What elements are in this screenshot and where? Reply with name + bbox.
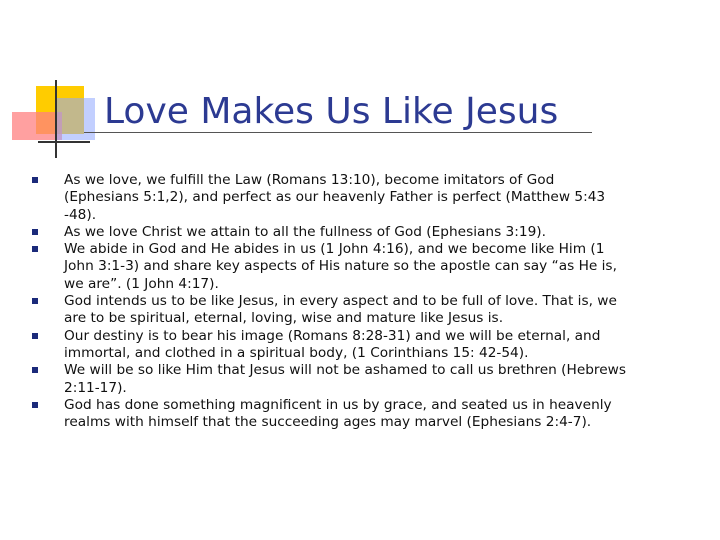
slide-title: Love Makes Us Like Jesus <box>104 91 559 132</box>
square-bullet-icon <box>32 298 38 304</box>
bullet-item <box>32 224 632 241</box>
bullet-text: As we love, we fulfill the Law (Romans 13:10), become imitators of God (Ephesians 5:1,2), and perfect as our heavenly Father is perfect (Matthew 5:43 -48). <box>64 172 606 223</box>
bullet-item <box>32 172 632 224</box>
vertical-rule <box>55 80 57 158</box>
square-bullet-icon <box>32 246 38 252</box>
bullet-text: God intends us to be like Jesus, in every aspect and to be full of love. That is, we are to be spiritual, eternal, loving, wise and mature like Jesus is. <box>64 293 617 327</box>
square-bullet-icon <box>32 177 38 183</box>
bullet-text: We will be so like Him that Jesus will not be ashamed to call us brethren (Hebrews 2:11-17). <box>64 362 627 396</box>
bullet-item <box>32 328 632 363</box>
square-bullet-icon <box>32 402 38 408</box>
square-bullet-icon <box>32 229 38 235</box>
bullet-item <box>32 397 632 432</box>
blue-square <box>57 98 95 140</box>
bullet-item <box>32 293 632 328</box>
square-bullet-icon <box>32 333 38 339</box>
bullet-text: As we love Christ we attain to all the fullness of God (Ephesians 3:19). <box>64 223 546 240</box>
bullet-text: God has done something magnificent in us by grace, and seated us in heavenly realms with himself that the succeeding ages may marvel (Ephesians 2:4-7). <box>64 396 612 431</box>
bullet-text: We abide in God and He abides in us (1 John 4:16), and we become like Him (1 John 3:1-3) and share key aspects of His nature so the apostle can say “as He is, we are”. (1 John 4:17). <box>64 241 617 292</box>
bullet-text: Our destiny is to bear his image (Romans 8:28-31) and we will be eternal, and immortal, and clothed in a spiritual body, (1 Corinthians 15: 42-54). <box>64 327 601 361</box>
bullet-list <box>32 172 632 431</box>
bullet-item <box>32 362 632 397</box>
horizontal-rule-short <box>38 141 90 143</box>
bullet-item <box>32 241 632 293</box>
square-bullet-icon <box>32 367 38 373</box>
